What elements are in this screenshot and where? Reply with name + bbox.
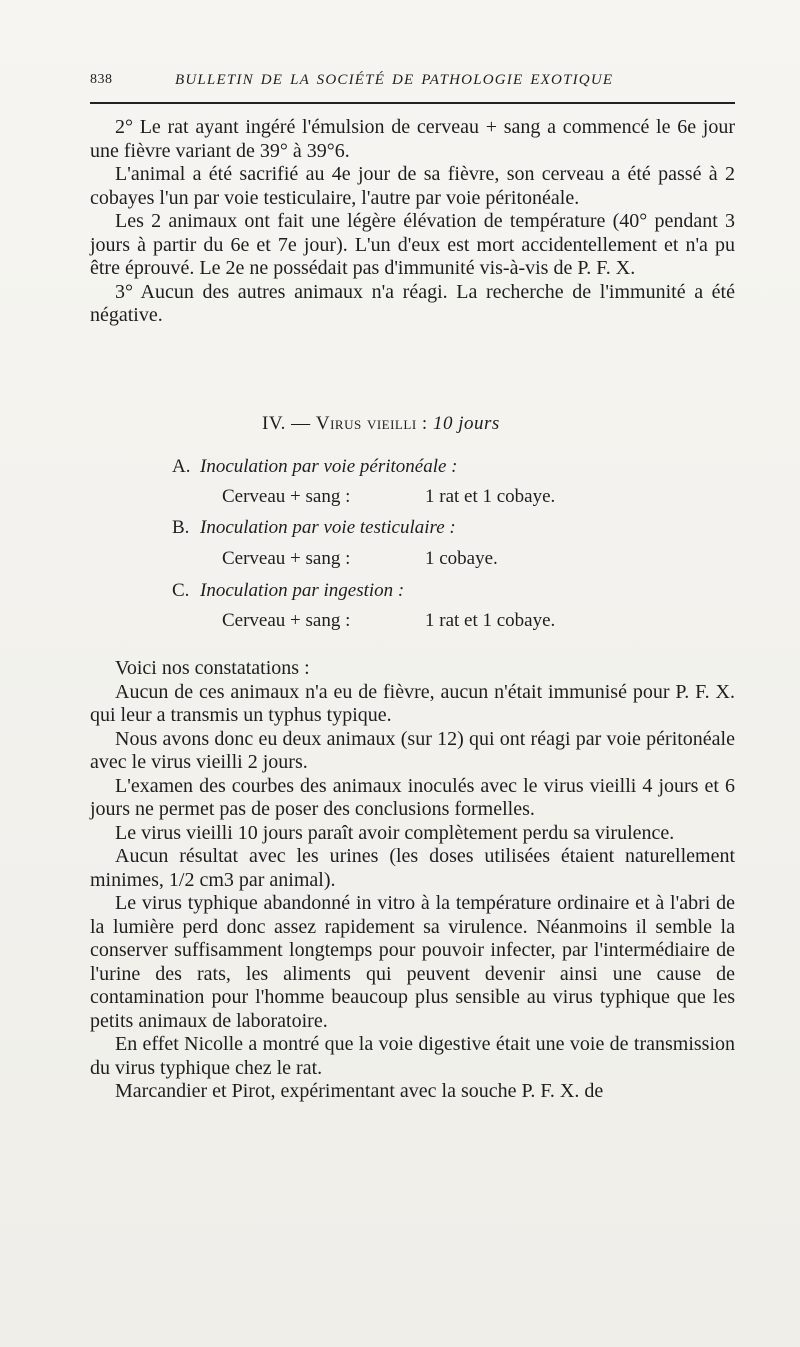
paragraph: Aucun de ces animaux n'a eu de fièvre, aucun n'était immunisé pour P. F. X. qui leur a transmis un typhus typique. (90, 680, 735, 726)
top-text-block (90, 116, 735, 328)
inoculation-method: Inoculation par voie testiculaire : (200, 517, 456, 538)
paragraph: Aucun résultat avec les urines (les doses utilisées étaient naturellement minimes, 1/2 cm3 par animal). (90, 845, 735, 891)
paragraph: Voici nos constatations : (115, 657, 310, 679)
inoculation-material: Cerveau + sang : (222, 610, 351, 631)
inoculation-method: Inoculation par voie péritonéale : (200, 456, 458, 477)
inoculation-material: Cerveau + sang : (222, 486, 351, 507)
page-number: 838 (90, 72, 113, 87)
paragraph: Nous avons donc eu deux animaux (sur 12) qui ont réagi par voie péritonéale avec le virus vieilli 2 jours. (90, 727, 735, 773)
paragraph: 3° Aucun des autres animaux n'a réagi. La recherche de l'immunité a été négative. (90, 280, 735, 326)
paragraph: Le virus vieilli 10 jours paraît avoir complètement perdu sa virulence. (115, 821, 675, 844)
paragraph: Les 2 animaux ont fait une légère élévation de température (40° pendant 3 jours à partir du 6e et 7e jour). L'un d'eux est mort accidentellement et n'a pu être éprouvé. Le 2e ne possédait pas d'immunité vis-à-vis de P. F. X. (90, 210, 735, 279)
paragraph: L'animal a été sacrifié au 4e jour de sa fièvre, son cerveau a été passé à 2 cobayes l'un par voie testiculaire, l'autre par voie péritonéale. (90, 163, 735, 209)
inoculation-animals: 1 cobaye. (425, 548, 498, 569)
inoculation-heading (172, 517, 456, 539)
section-subtitle (262, 413, 500, 435)
inoculation-method: Inoculation par ingestion : (200, 580, 405, 601)
section-numeral: IV. — (262, 413, 311, 434)
paragraph: L'examen des courbes des animaux inoculés avec le virus vieilli 4 jours et 6 jours ne permet pas de poser des conclusions formelles. (90, 774, 735, 820)
inoculation-letter: A. (172, 456, 191, 477)
bottom-text-block (90, 657, 735, 1104)
paragraph: 2° Le rat ayant ingéré l'émulsion de cerveau + sang a commencé le 6e jour une fièvre variant de 39° à 39°6. (90, 116, 735, 162)
paragraph: Marcandier et Pirot, expérimentant avec la souche P. F. X. de (115, 1080, 604, 1102)
inoculation-material: Cerveau + sang : (222, 548, 351, 569)
header-rule (90, 102, 735, 104)
section-title: Virus vieilli : (315, 413, 428, 434)
paragraph: Le virus typhique abandonné in vitro à la température ordinaire et à l'abri de la lumière perd donc assez rapidement sa virulence. Néanmoins il semble la conserver suffisamment longtemps pour pouvoir infecter, par l'intermédiaire de l'urine des rats, les aliments qui peuvent devenir ainsi une cause de contamination pour l'homme beaucoup plus sensible au virus typhique que les petits animaux de laboratoire. (90, 892, 735, 1032)
paragraph: En effet Nicolle a montré que la voie digestive était une voie de transmission du virus typhique chez le rat. (90, 1033, 735, 1079)
page-header (90, 72, 735, 94)
inoculation-letter: B. (172, 517, 190, 538)
inoculation-heading (172, 580, 404, 602)
section-duration: 10 jours (432, 413, 500, 434)
inoculation-letter: C. (172, 580, 190, 601)
inoculation-animals: 1 rat et 1 cobaye. (425, 486, 556, 507)
inoculation-animals: 1 rat et 1 cobaye. (425, 610, 556, 631)
running-title: BULLETIN DE LA SOCIÉTÉ DE PATHOLOGIE EXOTIQUE (175, 72, 614, 88)
inoculation-heading (172, 456, 458, 478)
